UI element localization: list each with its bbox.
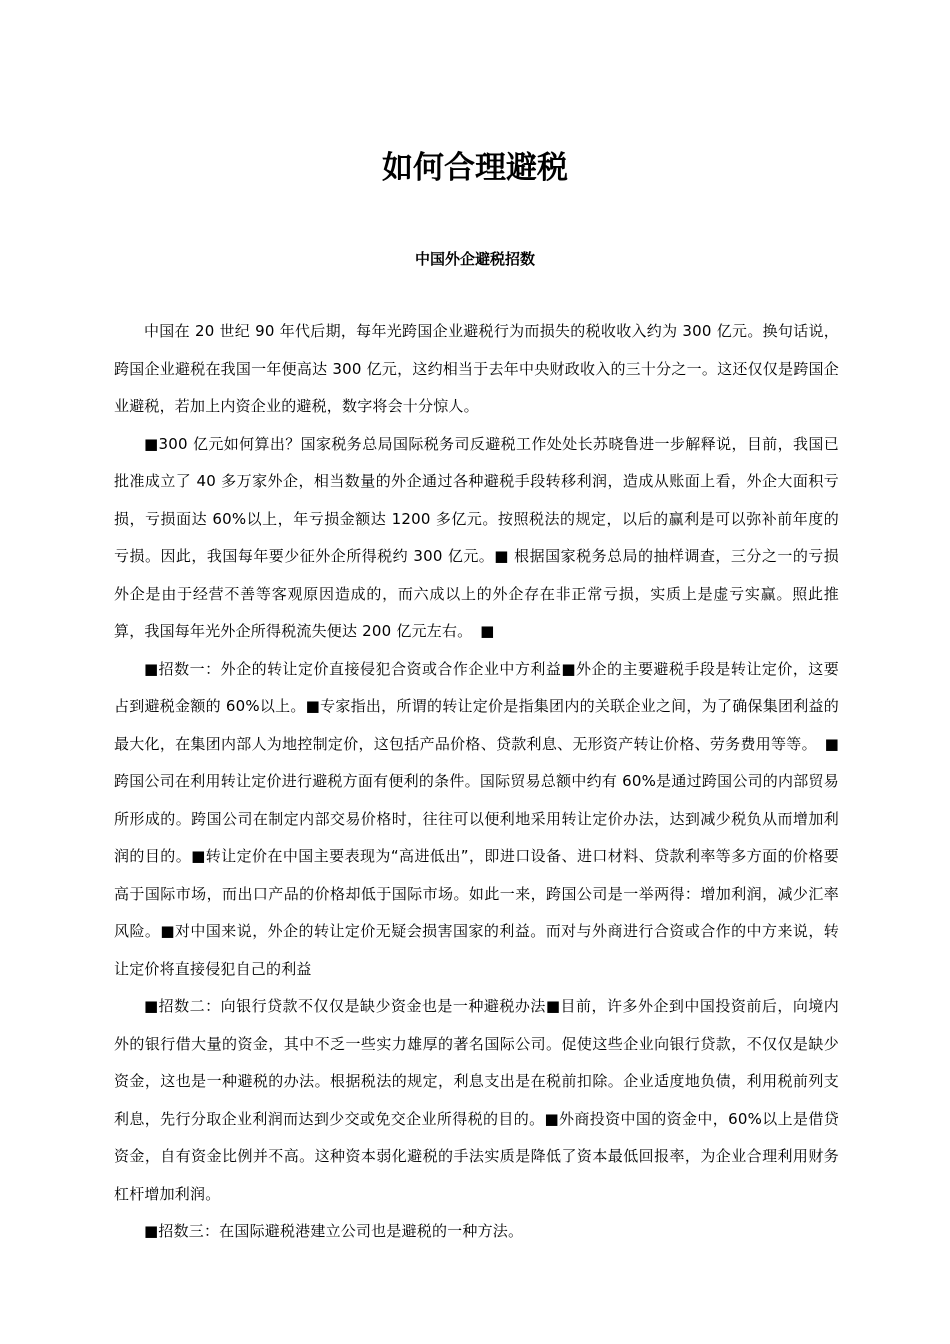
paragraph: 中国在 20 世纪 90 年代后期，每年光跨国企业避税行为而损失的税收收入约为 300 亿元。换句话说，跨国企业避税在我国一年便高达 300 亿元，这约相当于去年中央财政收入的三十分之一。这还仅仅是跨国企业避税，若加上内资企业的避税，数字将会十分惊人。 (114, 322, 839, 415)
paragraph: ■招数三：在国际避税港建立公司也是避税的一种方法。 (144, 1222, 524, 1240)
document-title: 如何合理避税 (382, 150, 568, 186)
document-subtitle: 中国外企避税招数 (414, 250, 535, 268)
paragraph: ■300 亿元如何算出？国家税务总局国际税务司反避税工作处处长苏晓鲁进一步解释说，目前，我国已批准成立了 40 多万家外企，相当数量的外企通过各种避税手段转移利润，造成从账面上看，外企大面积亏损，亏损面达 60%以上，年亏损金额达 1200 多亿元。按照税法的规定，以后的赢利是可以弥补前年度的亏损。因此，我国每年要少征外企所得税约 300 亿元。■ 根据国家税务总局的抽样调查，三分之一的亏损外企是由于经营不善等客观原因造成的，而六成以上的外企存在非正常亏损，实质上是虚亏实赢。照此推算，我国每年光外企所得税流失便达 200 亿元左右。 ■ (114, 434, 839, 640)
document-body (114, 313, 839, 1251)
paragraph: ■招数二：向银行贷款不仅仅是缺少资金也是一种避税办法■目前，许多外企到中国投资前后，向境内外的银行借大量的资金，其中不乏一些实力雄厚的著名国际公司。促使这些企业向银行贷款，不仅仅是缺少资金，这也是一种避税的办法。根据税法的规定，利息支出是在税前扣除。企业适度地负债，利用税前列支利息，先行分取企业利润而达到少交或免交企业所得税的目的。■外商投资中国的资金中，60%以上是借贷资金，自有资金比例并不高。这种资本弱化避税的手法实质是降低了资本最低回报率，为企业合理利用财务杠杆增加利润。 (114, 997, 839, 1203)
paragraph: ■招数一：外企的转让定价直接侵犯合资或合作企业中方利益■外企的主要避税手段是转让定价，这要占到避税金额的 60%以上。■专家指出，所谓的转让定价是指集团内的关联企业之间，为了确保集团利益的最大化，在集团内部人为地控制定价，这包括产品价格、贷款利息、无形资产转让价格、劳务费用等等。 ■跨国公司在利用转让定价进行避税方面有便利的条件。国际贸易总额中约有 60%是通过跨国公司的内部贸易所形成的。跨国公司在制定内部交易价格时，往往可以便利地采用转让定价办法，达到减少税负从而增加利润的目的。■转让定价在中国主要表现为“高进低出”，即进口设备、进口材料、贷款利率等多方面的价格要高于国际市场，而出口产品的价格却低于国际市场。如此一来，跨国公司是一举两得：增加利润，减少汇率风险。■对中国来说，外企的转让定价无疑会损害国家的利益。而对与外商进行合资或合作的中方来说，转让定价将直接侵犯自己的利益 (114, 659, 839, 978)
